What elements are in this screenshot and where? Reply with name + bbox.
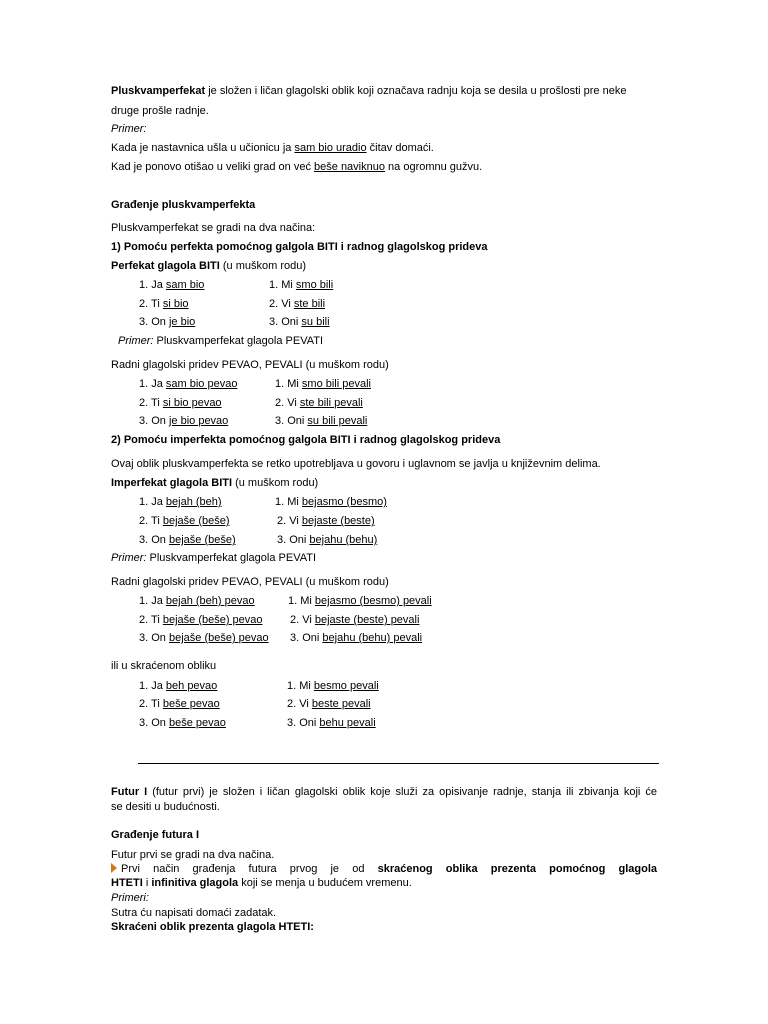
conjugation-cell — [139, 716, 226, 730]
underlined-text: je bio — [168, 316, 196, 328]
underlined-text: sam bio pevao — [165, 378, 238, 390]
conjugation-cell — [139, 315, 195, 329]
text: 2. Ti — [139, 515, 163, 527]
conjugation-cell — [290, 631, 422, 645]
paragraph-line: Pluskvamperfekat se gradi na dva načina: — [111, 222, 316, 234]
conjugation-cell — [288, 594, 432, 608]
paragraph-line — [111, 84, 626, 98]
text: Primer: — [111, 552, 147, 564]
conjugation-cell — [275, 414, 367, 428]
conjugation-cell — [139, 631, 269, 645]
text: 3. Oni — [269, 316, 302, 328]
text: HTETI — [111, 877, 143, 889]
text: Prvi način građenja futura prvog je od — [121, 863, 378, 875]
underlined-text: behu pevali — [319, 717, 376, 729]
underlined-text: sam bio — [165, 279, 205, 291]
text: 2. Vi — [287, 698, 312, 710]
paragraph-line: druge prošle radnje. — [111, 105, 209, 117]
underlined-text: je bio pevao — [168, 415, 229, 427]
underlined-text: bejah (beh) pevao — [165, 595, 255, 607]
text: 3. Oni — [287, 717, 320, 729]
underlined-text: beše naviknuo — [314, 161, 385, 173]
text: i — [142, 877, 152, 889]
text: Kada je nastavnica ušla u učionicu ja — [111, 142, 295, 154]
underlined-text: bejahu (behu) pevali — [322, 632, 423, 644]
underlined-text: beh pevao — [165, 680, 218, 692]
conjugation-cell — [277, 514, 375, 528]
conjugation-cell — [139, 396, 222, 410]
subheading: Skraćeni oblik prezenta glagola HTETI: — [111, 921, 314, 933]
text: infinitiva glagola — [151, 877, 239, 889]
underlined-text: su bili pevali — [307, 415, 368, 427]
conjugation-cell — [139, 594, 255, 608]
text: 3. On — [139, 415, 169, 427]
text: (u muškom rodu) — [232, 477, 319, 489]
underlined-text: si bio pevao — [162, 397, 222, 409]
text: 2. Vi — [275, 397, 300, 409]
underlined-text: bejaše (beše) pevao — [168, 632, 269, 644]
conjugation-cell — [139, 533, 236, 547]
primeri-label: Primeri: — [111, 892, 149, 904]
text: 3. On — [139, 717, 169, 729]
text: Perfekat glagola BITI — [111, 260, 220, 272]
term-pluskvamperfekat: Pluskvamperfekat — [111, 85, 206, 97]
text: 1. Mi — [269, 279, 296, 291]
underlined-text: bejaše (beše) pevao — [162, 614, 263, 626]
text: 2. Ti — [139, 698, 163, 710]
example-line: Sutra ću napisati domaći zadatak. — [111, 907, 277, 919]
text: 1. Ja — [139, 680, 166, 692]
text: skraćenog oblika prezenta pomoćnog glagola — [377, 863, 658, 875]
underlined-text: ste bili — [293, 298, 326, 310]
conjugation-cell — [275, 377, 371, 391]
underlined-text: smo bili pevali — [301, 378, 371, 390]
text: 1. Ja — [139, 496, 166, 508]
underlined-text: beše pevao — [162, 698, 220, 710]
underlined-text: si bio — [162, 298, 189, 310]
text: 3. On — [139, 316, 169, 328]
arrow-bullet-icon — [111, 863, 117, 873]
conjugation-cell — [139, 297, 189, 311]
method-heading: 1) Pomoću perfekta pomoćnog galgola BITI i radnog glagolskog prideva — [111, 241, 488, 253]
conjugation-cell — [139, 414, 228, 428]
text: je složen i ličan glagolski oblik koji označava radnju koja se desila u prošlosti pre neke — [205, 85, 627, 97]
text: 1. Mi — [275, 496, 302, 508]
text: 1. Ja — [139, 279, 166, 291]
paragraph-line — [111, 862, 657, 876]
text: 1. Mi — [287, 680, 314, 692]
example-line — [111, 141, 434, 155]
text: 2. Ti — [139, 298, 163, 310]
section-heading: Građenje futura I — [111, 829, 200, 841]
conjugation-cell — [139, 679, 217, 693]
term-futur: Futur I — [111, 786, 148, 798]
text: 3. Oni — [275, 415, 308, 427]
text: Pluskvamperfekat glagola PEVATI — [146, 552, 317, 564]
conjugation-cell — [290, 613, 419, 627]
table-caption — [111, 259, 306, 273]
primer-line — [118, 334, 323, 348]
underlined-text: beste pevali — [311, 698, 371, 710]
text: (futur prvi) je složen i ličan glagolski oblik koje služi za opisivanje radnje, stanja ili zbivanja koji će — [147, 786, 657, 798]
text: 2. Vi — [290, 614, 315, 626]
conjugation-cell — [275, 396, 363, 410]
underlined-text: bejaste (beste) — [301, 515, 375, 527]
underlined-text: bejaše (beše) — [162, 515, 230, 527]
text: 1. Ja — [139, 378, 166, 390]
conjugation-cell — [287, 679, 379, 693]
underlined-text: bejaste (beste) pevali — [314, 614, 420, 626]
table-caption — [111, 476, 318, 490]
conjugation-cell — [269, 315, 330, 329]
primer-line — [111, 551, 316, 565]
conjugation-cell — [139, 613, 263, 627]
text: (u muškom rodu) — [219, 260, 307, 272]
text: 1. Mi — [288, 595, 315, 607]
conjugation-cell — [139, 495, 222, 509]
text: 3. On — [139, 534, 169, 546]
paragraph-line — [111, 876, 412, 890]
section-divider — [138, 763, 659, 764]
primer-label: Primer: — [111, 123, 147, 135]
paragraph-line: Futur prvi se gradi na dva načina. — [111, 849, 275, 861]
paragraph-line: Ovaj oblik pluskvamperfekta se retko upotrebljava u govoru i uglavnom se javlja u književnim delima. — [111, 458, 601, 470]
text: Primer: — [118, 335, 154, 347]
text: 2. Vi — [277, 515, 302, 527]
text: 3. Oni — [277, 534, 310, 546]
underlined-text: bejah (beh) — [165, 496, 222, 508]
underlined-text: su bili — [301, 316, 330, 328]
text: 1. Mi — [275, 378, 302, 390]
underlined-text: bejaše (beše) — [168, 534, 236, 546]
underlined-text: besmo pevali — [313, 680, 379, 692]
underlined-text: bejasmo (besmo) pevali — [314, 595, 432, 607]
conjugation-cell — [277, 533, 377, 547]
conjugation-cell — [275, 495, 387, 509]
underlined-text: bejahu (behu) — [309, 534, 378, 546]
underlined-text: bejasmo (besmo) — [301, 496, 387, 508]
text: čitav domaći. — [366, 142, 434, 154]
underlined-text: smo bili — [295, 279, 334, 291]
text: Imperfekat glagola BITI — [111, 477, 233, 489]
conjugation-cell — [139, 278, 204, 292]
conjugation-cell — [139, 514, 230, 528]
text: Kad je ponovo otišao u veliki grad on već — [111, 161, 315, 173]
conjugation-cell — [287, 697, 371, 711]
method-heading: 2) Pomoću imperfekta pomoćnog galgola BITI i radnog glagolskog prideva — [111, 434, 501, 446]
text: koji se menja u budućem vremenu. — [238, 877, 412, 889]
text: Pluskvamperfekat glagola PEVATI — [153, 335, 324, 347]
example-line — [111, 160, 482, 174]
paragraph-line — [111, 785, 657, 799]
paragraph-line: se desiti u budućnosti. — [111, 801, 220, 813]
paragraph-line: Radni glagolski pridev PEVAO, PEVALI (u muškom rodu) — [111, 359, 389, 371]
paragraph-line: Radni glagolski pridev PEVAO, PEVALI (u muškom rodu) — [111, 576, 389, 588]
conjugation-cell — [287, 716, 376, 730]
text: 2. Vi — [269, 298, 294, 310]
paragraph-line: ili u skraćenom obliku — [111, 660, 217, 672]
conjugation-cell — [139, 697, 220, 711]
text: 2. Ti — [139, 614, 163, 626]
conjugation-cell — [269, 297, 325, 311]
section-heading: Građenje pluskvamperfekta — [111, 199, 256, 211]
text: 3. Oni — [290, 632, 323, 644]
text: 3. On — [139, 632, 169, 644]
text: 2. Ti — [139, 397, 163, 409]
text: na ogromnu gužvu. — [384, 161, 483, 173]
underlined-text: sam bio uradio — [294, 142, 367, 154]
text: 1. Ja — [139, 595, 166, 607]
underlined-text: ste bili pevali — [299, 397, 363, 409]
underlined-text: beše pevao — [168, 717, 226, 729]
conjugation-cell — [269, 278, 333, 292]
conjugation-cell — [139, 377, 237, 391]
